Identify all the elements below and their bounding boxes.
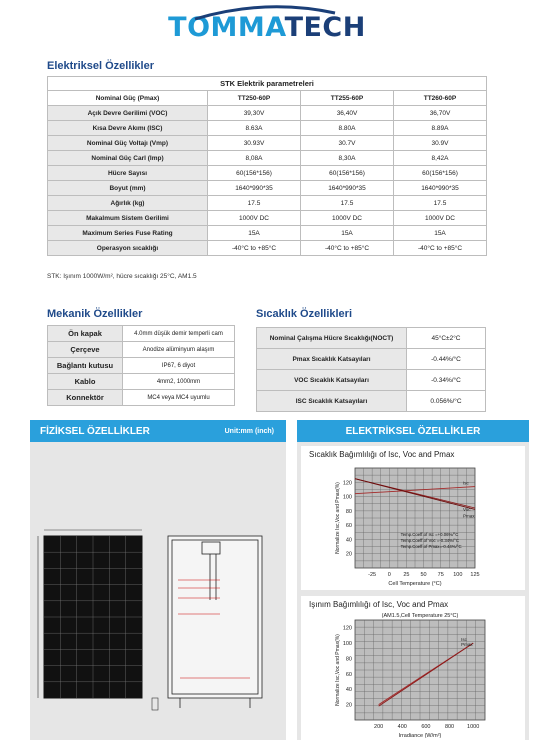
x-tick-label: 125 — [470, 572, 480, 578]
y-tick-label: 40 — [345, 687, 352, 694]
series-label: Isc — [461, 637, 467, 643]
table-row — [48, 181, 487, 196]
cell: 60(156*156) — [394, 166, 487, 181]
x-tick-label: 1000 — [467, 724, 480, 730]
cell: 17.5 — [301, 196, 394, 211]
x-tick-label: 200 — [374, 724, 384, 730]
front-view — [38, 530, 142, 698]
brand-logo — [0, 12, 534, 43]
series-label: Isc — [463, 480, 469, 486]
y-tick-label: 100 — [342, 494, 352, 501]
table-row — [48, 151, 487, 166]
x-tick-label: 0 — [387, 572, 391, 578]
cell: 30.93V — [208, 136, 301, 151]
row-label: Konnektör — [48, 390, 123, 406]
header-cell: Nominal Güç (Pmax) — [48, 91, 208, 106]
x-tick-label: -25 — [368, 572, 377, 578]
y-tick-label: 20 — [345, 702, 352, 709]
row-label: VOC Sıcaklık Katsayıları — [257, 370, 407, 391]
cell: 8,30A — [301, 151, 394, 166]
x-tick-label: 600 — [421, 724, 431, 730]
cell: MC4 veya MC4 uyumlu — [123, 390, 235, 406]
cell: 30.9V — [394, 136, 487, 151]
row-label: Nominal Çalışma Hücre Sıcaklığı(NOCT) — [257, 328, 407, 349]
brand-part1: TOMMA — [168, 12, 285, 43]
cell: 17.5 — [208, 196, 301, 211]
cell: 1640*990*35 — [301, 181, 394, 196]
y-tick-label: 120 — [342, 625, 352, 632]
cell: 60(156*156) — [208, 166, 301, 181]
x-axis-label: Irradiance (W/m²) — [398, 733, 442, 739]
annotation: Temp.Coeff.of Pmax=-0.44%/°C — [400, 544, 462, 549]
cell: -40°C to +85°C — [394, 241, 487, 256]
row-label: Maximum Series Fuse Rating — [48, 226, 208, 241]
electrical-panel-header — [297, 420, 529, 442]
y-tick-label: 20 — [345, 551, 352, 558]
chart-subtitle: (AM1.5,Cell Temperature 25°C) — [381, 613, 459, 619]
cell: 15A — [394, 226, 487, 241]
series-label: Voc — [463, 507, 471, 512]
cell: -0.34%/°C — [407, 370, 486, 391]
cell: 39,30V — [208, 106, 301, 121]
x-axis-label: Cell Temperature (°C) — [388, 581, 442, 587]
thermal-table — [256, 327, 486, 412]
cell: 8,42A — [394, 151, 487, 166]
y-tick-label: 60 — [345, 523, 352, 530]
table-row — [48, 358, 235, 374]
mechanical-section-title: Mekanik Özellikler — [47, 308, 143, 320]
x-tick-label: 50 — [420, 572, 427, 578]
table-row — [48, 121, 487, 136]
physical-panel-title: FİZİKSEL ÖZELLİKLER — [40, 425, 150, 437]
header-cell: TT255-60P — [301, 91, 394, 106]
temperature-chart-svg — [301, 446, 525, 590]
cell: 1000V DC — [301, 211, 394, 226]
row-label: Hücre Sayısı — [48, 166, 208, 181]
table-row — [48, 211, 487, 226]
cell: IP67, 6 diyot — [123, 358, 235, 374]
x-tick-label: 800 — [444, 724, 455, 730]
table-row — [257, 370, 486, 391]
row-label: Bağlantı kutusu — [48, 358, 123, 374]
cell: 8.89A — [394, 121, 487, 136]
row-label: Nominal Güç Carl (Imp) — [48, 151, 208, 166]
y-tick-label: 80 — [345, 508, 352, 515]
series-label: Pmax — [463, 513, 475, 519]
row-label: Nominal Güç Voltajı (Vmp) — [48, 136, 208, 151]
x-tick-label: 25 — [403, 572, 410, 578]
y-tick-label: 100 — [342, 641, 352, 648]
annotation: Temp.Coeff.of Voc =-0.34%/°C — [400, 538, 459, 543]
cell: 8,08A — [208, 151, 301, 166]
cell: 4.0mm düşük demir temperli cam — [123, 326, 235, 342]
row-label: Kısa Devre Akımı (ISC) — [48, 121, 208, 136]
cell: 0.056%/°C — [407, 391, 486, 412]
mechanical-table — [47, 325, 235, 406]
side-profile — [152, 698, 158, 710]
row-label: Açık Devre Gerilimi (VOC) — [48, 106, 208, 121]
cell: 36,70V — [394, 106, 487, 121]
header-cell: TT250-60P — [208, 91, 301, 106]
row-label: Ağırlık (kg) — [48, 196, 208, 211]
cell: -0.44%/°C — [407, 349, 486, 370]
row-label: Kablo — [48, 374, 123, 390]
cell: 15A — [208, 226, 301, 241]
row-label: Pmax Sıcaklık Katsayıları — [257, 349, 407, 370]
table-row — [48, 390, 235, 406]
table-row — [48, 374, 235, 390]
row-label: ISC Sıcaklık Katsayıları — [257, 391, 407, 412]
cell: 1000V DC — [208, 211, 301, 226]
table-row — [48, 136, 487, 151]
panel-drawing — [30, 442, 286, 740]
irradiance-chart — [301, 596, 525, 740]
physical-panel-header — [30, 420, 286, 442]
table-row — [257, 349, 486, 370]
cell: 8.80A — [301, 121, 394, 136]
header-cell: TT260-60P — [394, 91, 487, 106]
electrical-table-title: STK Elektrik parametreleri — [48, 77, 487, 91]
table-row — [48, 241, 487, 256]
brand-part2: TECH — [284, 12, 366, 43]
table-row — [48, 196, 487, 211]
row-label: Boyut (mm) — [48, 181, 208, 196]
cell: 36,40V — [301, 106, 394, 121]
temperature-chart — [301, 446, 525, 590]
cell: -40°C to +85°C — [208, 241, 301, 256]
y-tick-label: 80 — [345, 656, 352, 663]
table-row — [48, 326, 235, 342]
cell: Anodize alüminyum alaşım — [123, 342, 235, 358]
y-tick-label: 40 — [345, 537, 352, 544]
table-row — [48, 226, 487, 241]
cell: 17.5 — [394, 196, 487, 211]
cell: 8.63A — [208, 121, 301, 136]
table-row — [48, 342, 235, 358]
x-tick-label: 400 — [397, 724, 407, 730]
table-row — [48, 106, 487, 121]
row-label: Makalmum Sistem Gerilimi — [48, 211, 208, 226]
row-label: Ön kapak — [48, 326, 123, 342]
thermal-section-title: Sıcaklık Özellikleri — [256, 308, 353, 320]
cell: 60(156*156) — [301, 166, 394, 181]
y-axis-label: Normalize Isc,Voc and Pmax(%) — [335, 634, 341, 706]
x-tick-label: 75 — [437, 572, 444, 578]
stc-note: STK: Işınım 1000W/m², hücre sıcaklığı 25°C, AM1.5 — [47, 273, 197, 280]
irradiance-chart-svg — [301, 596, 525, 740]
table-header-row — [48, 91, 487, 106]
electrical-table — [47, 76, 487, 256]
cell: 30.7V — [301, 136, 394, 151]
electrical-section-title: Elektriksel Özellikler — [47, 60, 155, 72]
electrical-charts-panel — [297, 420, 529, 740]
cell: 1640*990*35 — [208, 181, 301, 196]
rear-view — [168, 536, 262, 708]
electrical-panel-title: ELEKTRİKSEL ÖZELLİKLER — [345, 425, 481, 437]
y-tick-label: 120 — [342, 480, 352, 487]
table-row — [257, 328, 486, 349]
table-row — [257, 391, 486, 412]
cell: -40°C to +85°C — [301, 241, 394, 256]
physical-panel — [30, 420, 286, 740]
logo-arc-icon — [190, 4, 340, 20]
chart-title: Sıcaklık Bağımlılığı of Isc, Voc and Pmax — [309, 450, 455, 459]
annotation: Temp.Coeff.of Isc =+0.06%/°C — [400, 532, 459, 537]
y-axis-label: Normalize Isc,Voc and Pmax(%) — [335, 482, 341, 554]
cell: 1640*990*35 — [394, 181, 487, 196]
cell: 1000V DC — [394, 211, 487, 226]
cell: 4mm2, 1000mm — [123, 374, 235, 390]
row-label: Çerçeve — [48, 342, 123, 358]
x-tick-label: 100 — [453, 572, 463, 578]
cell: 15A — [301, 226, 394, 241]
row-label: Operasyon sıcaklığı — [48, 241, 208, 256]
y-tick-label: 60 — [345, 671, 352, 678]
chart-title: Işınım Bağımlılığı of Isc, Voc and Pmax — [309, 600, 449, 609]
unit-label: Unit:mm (inch) — [224, 427, 274, 435]
table-row — [48, 166, 487, 181]
series-label: Pmax — [461, 642, 473, 648]
cell: 45°C±2°C — [407, 328, 486, 349]
